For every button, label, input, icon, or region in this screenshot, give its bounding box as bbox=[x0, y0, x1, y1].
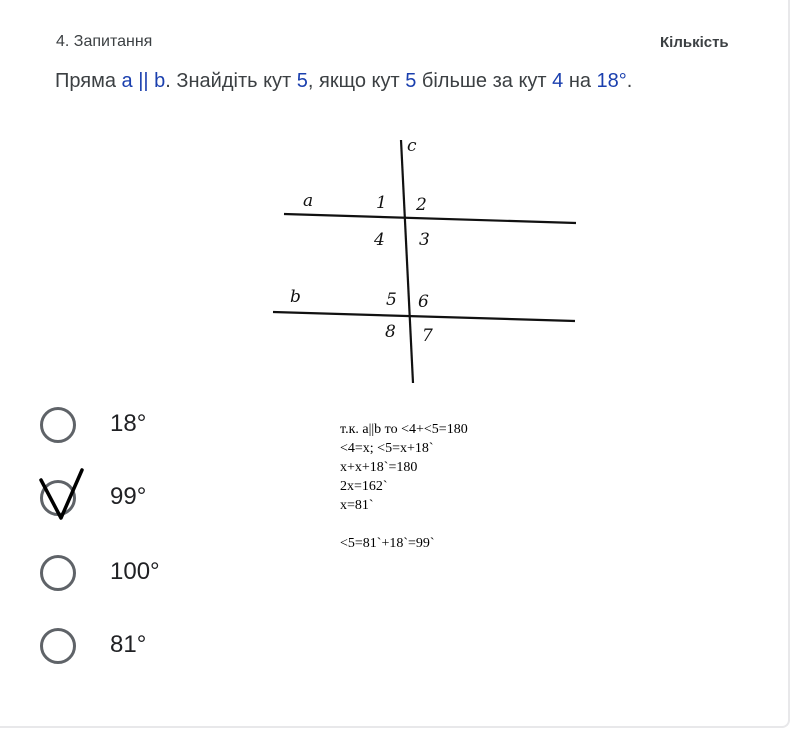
question-part: , якщо кут bbox=[307, 70, 406, 92]
label-c: c bbox=[407, 136, 417, 156]
label-b: b bbox=[290, 287, 301, 307]
angle-6-label: 6 bbox=[418, 292, 429, 312]
label-a: a bbox=[303, 191, 314, 211]
option-label: 99° bbox=[110, 483, 147, 510]
angle-1-label: 1 bbox=[376, 193, 387, 213]
angle-2-label: 2 bbox=[416, 195, 427, 215]
option-label: 18° bbox=[110, 410, 147, 437]
handwritten-check-mark-icon bbox=[38, 466, 88, 522]
line-a bbox=[284, 214, 576, 223]
solution-line: <5=81`+18`=99` bbox=[340, 536, 435, 551]
angle-5-label: 5 bbox=[386, 290, 397, 310]
radio-button[interactable] bbox=[40, 407, 76, 443]
question-part-highlight: 18° bbox=[596, 70, 627, 92]
question-part: Пряма bbox=[55, 70, 122, 92]
option-label: 100° bbox=[110, 558, 160, 585]
angle-3-label: 3 bbox=[419, 230, 430, 250]
angle-7-label: 7 bbox=[422, 326, 433, 346]
radio-button[interactable] bbox=[40, 555, 76, 591]
angle-8-label: 8 bbox=[385, 322, 396, 342]
question-part-highlight: 5 bbox=[405, 70, 417, 92]
solution-line: <4=x; <5=x+18` bbox=[340, 441, 434, 456]
solution-line: т.к. a||b то <4+<5=180 bbox=[340, 422, 468, 437]
question-number: 4. Запитання bbox=[56, 33, 153, 50]
radio-button[interactable] bbox=[40, 628, 76, 664]
question-part-highlight: 4 bbox=[552, 70, 564, 92]
question-part: більше за кут bbox=[416, 70, 553, 92]
quantity-label: Кількість bbox=[660, 34, 729, 51]
parallel-lines-diagram bbox=[270, 135, 590, 390]
angle-4-label: 4 bbox=[374, 230, 385, 250]
question-text bbox=[55, 70, 632, 93]
solution-line bbox=[340, 515, 468, 534]
question-part-highlight: 5 bbox=[296, 70, 308, 92]
option-label: 81° bbox=[110, 631, 147, 658]
question-part-highlight: a || b bbox=[121, 70, 166, 92]
question-part: . bbox=[626, 70, 633, 92]
question-part: на bbox=[563, 70, 597, 92]
question-part: . Знайдіть кут bbox=[165, 70, 297, 92]
handwritten-solution bbox=[340, 420, 468, 553]
solution-line: x=81` bbox=[340, 498, 374, 513]
line-b bbox=[273, 312, 575, 321]
solution-line: 2x=162` bbox=[340, 479, 388, 494]
solution-line: x+x+18`=180 bbox=[340, 460, 418, 475]
line-c bbox=[401, 140, 413, 383]
